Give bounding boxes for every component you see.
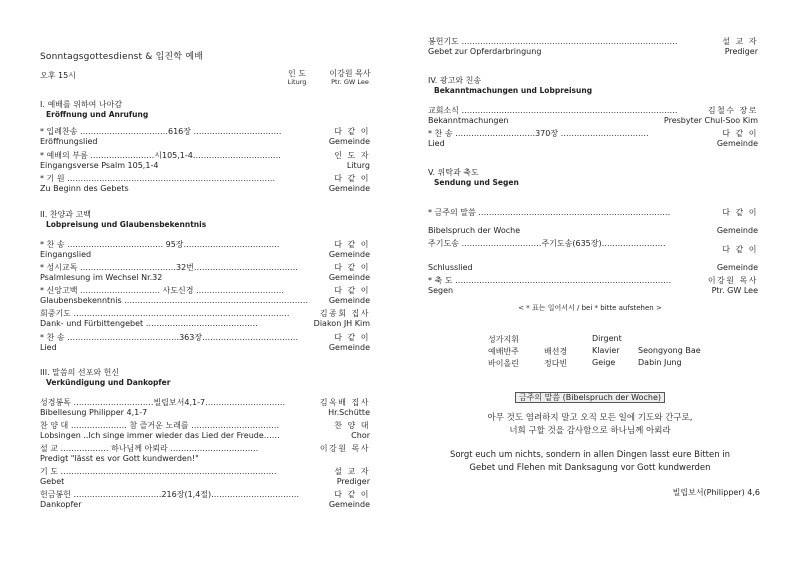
verse-german-line-2: Gebet und Flehen mit Danksagung vor Gott kundwerden xyxy=(469,463,711,473)
order-item: * 성시교독 ………………………………32번………………………………… 다 같 이 Psalmlesung im Wechsel Nr.32 Gemeinde xyxy=(40,263,370,282)
section-heading-2: II. 찬양과 고백 Lobpreisung und Glaubensbekenntnis xyxy=(40,210,207,229)
order-item: 봉헌기도 ……………………………………………………………………… 설 교 자 Gebet zur Opferdarbringung Prediger xyxy=(428,37,758,56)
order-item: * 찬 송 …………………………370장 …………………………… 다 같 이 Lied Gemeinde xyxy=(428,129,758,148)
section-heading-1: I. 예배를 위하여 나아감 Eröffnung und Anrufung xyxy=(40,100,149,119)
order-item: 성경봉독 …………………………빌립보서4,1-7………………………… 김옥배 집사 Bibellesung Philipper 4,1-7 Hr.Schütte xyxy=(40,398,370,417)
order-item: 교회소식 ……………………………………………………………………… 김철수 장로 Bekanntmachungen Presbyter Chul-Soo Kim xyxy=(428,106,758,125)
standing-note: < * 표는 일어서서 / bei * bitte aufstehen > xyxy=(518,304,662,312)
order-item: * 금주의 말씀 ……………………………………………………………… 다 같 이 Bibelspruch der Woche Gemeinde xyxy=(428,208,758,235)
verse-reference: 빌립보서(Philipper) 4,6 xyxy=(672,488,760,497)
section-heading-5: V. 위탁과 축도 Sendung und Segen xyxy=(428,168,519,187)
staff-row: 바이올린 정다빈 Geige Dabin Jung xyxy=(488,358,682,368)
verse-korean-line-2: 너희 구할 것을 감사함으로 하나님께 아뢰라 xyxy=(509,426,671,436)
staff-row: 성가지휘 Dirgent xyxy=(488,334,622,344)
order-item: * 축 도 ……………………………………………………………………… 이강원 목사 Segen Ptr. GW Lee xyxy=(428,276,758,295)
order-item: 기 도 ……………………………………………………………………… 설 교 자 Gebet Prediger xyxy=(40,467,370,486)
leader-name: 이강원 목사 Ptr. GW Lee xyxy=(329,69,371,86)
verse-heading: 금주의 말씀 (Bibelspruch der Woche) xyxy=(420,392,760,403)
section-heading-4: IV. 광고와 친송 Bekanntmachungen und Lobpreisung xyxy=(428,76,593,95)
order-item: * 기 원 …………………………………………………………………… 다 같 이 Zu Beginn des Gebets Gemeinde xyxy=(40,174,370,193)
order-item: * 찬 송 ……………………………… 95장……………………………… 다 같 이 Eingangslied Gemeinde xyxy=(40,240,370,259)
staff-row: 예배반주 배선경 Klavier Seongyong Bae xyxy=(488,346,701,356)
page-title: Sonntagsgottesdienst & 입진학 예배 xyxy=(40,52,204,62)
order-item: 주기도송 …………………………주기도송(635장)…………………… 다 같 이 Schlusslied Gemeinde xyxy=(428,239,758,272)
section-heading-3: III. 말씀의 선포와 헌신 Verkündigung und Dankopfer xyxy=(40,368,171,387)
staff-list xyxy=(488,334,748,370)
service-time-row xyxy=(40,70,370,88)
verse-korean-line-1: 아무 것도 염려하지 말고 오직 모든 일에 기도와 간구로, xyxy=(487,413,693,423)
verse-german-line-1: Sorgt euch um nichts, sondern in allen Dingen lasst eure Bitten in xyxy=(449,450,731,460)
order-item: * 찬 송 ……………………………………363장……………………………… 다 같 이 Lied Gemeinde xyxy=(40,333,370,352)
order-item: * 예배의 부름 ……………………시105,1-4…………………………… 인 도 자 Eingangsverse Psalm 105,1-4 Liturg xyxy=(40,151,370,170)
order-item: 회중기도 ……………………………………………………………………… 김종회 집사 Dank- und Fürbittengebet …………………………………… Diakon JH Kim xyxy=(40,309,370,328)
order-item: 설 교 ……………… 하나님께 아뢰라 …………………………… 이강원 목사 Predigt "lässt es vor Gott kundwerden!" xyxy=(40,444,370,463)
order-item: 헌금봉헌 ……………………………216장(1,4절)…………………………… 다 같 이 Dankopfer Gemeinde xyxy=(40,490,370,509)
leader-role: 인 도 Liturg xyxy=(287,69,307,86)
order-item: 찬 양 대 ………………… 참 즐거운 노래를 …………………………… 찬 양 대 Lobsingen ..Ich singe immer wieder das Lied der Freude…… Chor xyxy=(40,421,370,440)
left-page xyxy=(32,0,392,565)
right-page xyxy=(420,0,760,565)
order-item: * 입례찬송 ……………………………616장 …………………………… 다 같 이 Eröffnungslied Gemeinde xyxy=(40,127,370,146)
service-time: 오후 15시 xyxy=(40,71,76,80)
order-item: * 신앙고백 ………………………… 사도신경 …………………………… 다 같 이 Glaubensbekenntnis …………………………………………………………… Gemeinde xyxy=(40,286,370,305)
